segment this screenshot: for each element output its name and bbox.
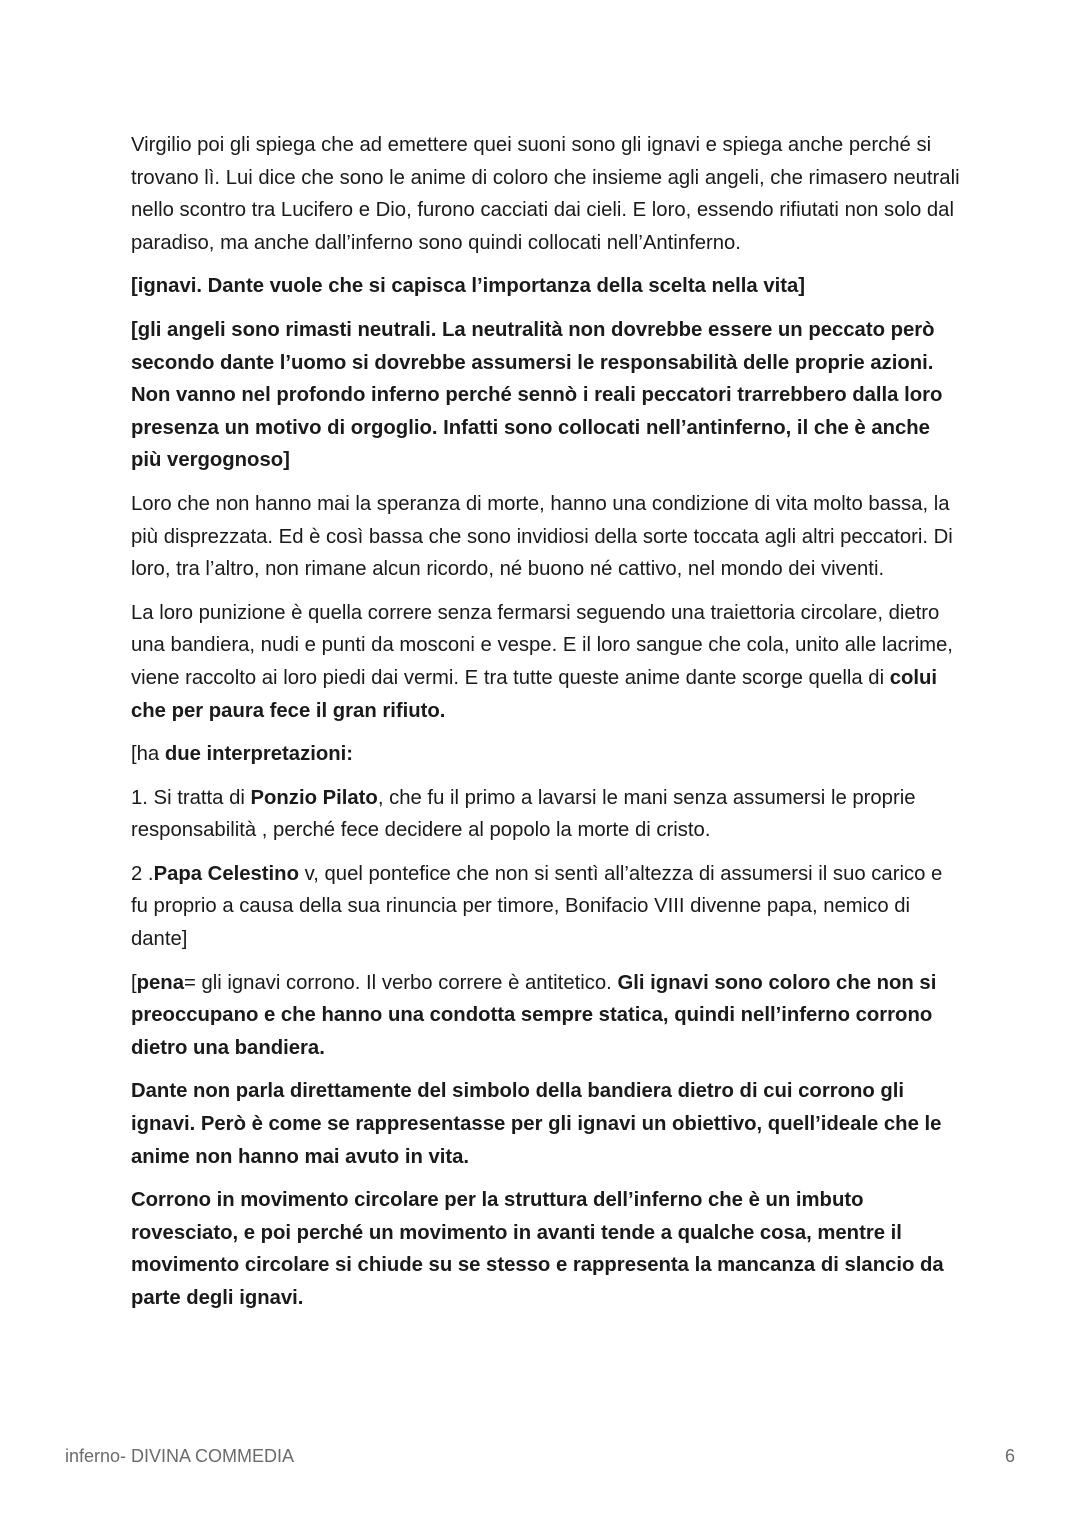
text-span: [ignavi. Dante vuole che si capisca l’importanza della scelta nella vita]: [131, 275, 806, 298]
text-span: , che fu il primo a lavarsi le mani senza assumersi le proprie responsabilità , perché fece decidere al popolo la morte di cristo.: [131, 786, 916, 842]
paragraph-3: [131, 314, 961, 477]
text-span-bold: Gli ignavi sono coloro che non si preoccupano e che hanno una condotta sempre statica, quindi nell’inferno corrono dietro una bandiera.: [131, 971, 937, 1059]
text-span: Loro che non hanno mai la speranza di morte, hanno una condizione di vita molto bassa, la più disprezzata. Ed è così bassa che sono invidiosi della sorte toccata agli altri peccatori. Di loro, tra l’altro, non rimane alcun ricordo, né buono né cattivo, nel mondo dei viventi.: [131, 492, 953, 581]
paragraph-8: [131, 858, 961, 956]
footer-title: inferno- DIVINA COMMEDIA: [65, 1446, 295, 1466]
paragraph-11: [131, 1184, 961, 1314]
text-span: 2 .: [131, 862, 154, 885]
text-span: Dante non parla direttamente del simbolo della bandiera dietro di cui corrono gli ignavi. Però è come se rappresentasse per gli ignavi un obiettivo, quell’ideale che le anime non hanno mai avuto in vita.: [131, 1080, 942, 1168]
text-span: v, quel pontefice che non si sentì all’altezza di assumersi il suo carico e fu proprio a causa della sua rinuncia per timore, Bonifacio VIII divenne papa, nemico di dante]: [131, 862, 943, 951]
page-number: 6: [1004, 1446, 1015, 1466]
paragraph-5: [131, 597, 961, 727]
paragraph-2: [131, 270, 961, 303]
text-span-bold: pena: [136, 971, 184, 994]
paragraph-10: [131, 1075, 961, 1173]
paragraph-1: [131, 129, 961, 259]
text-span: La loro punizione è quella correre senza fermarsi seguendo una traiettoria circolare, dietro una bandiera, nudi e punti da mosconi e vespe. E il loro sangue che cola, unito alle lacrime, viene raccolto ai loro piedi dai vermi. E tra tutte queste anime dante scorge quella di: [131, 601, 953, 689]
text-span: [gli angeli sono rimasti neutrali. La neutralità non dovrebbe essere un peccato però secondo dante l’uomo si dovrebbe assumersi le responsabilità delle proprie azioni. Non vanno nel profondo inferno perché sennò i reali peccatori trarrebbero dalla loro presenza un motivo di orgoglio. Infatti sono collocati nell’antinferno, il che è anche più vergognoso]: [131, 318, 943, 472]
paragraph-9: [131, 967, 961, 1065]
text-span: = gli ignavi corrono. Il verbo correre è antitetico.: [183, 971, 618, 994]
text-span: [ha: [131, 743, 165, 766]
paragraph-6: [131, 738, 961, 771]
text-span-bold: colui che per paura fece il gran rifiuto.: [131, 666, 938, 722]
text-span: 1. Si tratta di: [131, 786, 251, 809]
text-span: Virgilio poi gli spiega che ad emettere quei suoni sono gli ignavi e spiega anche perché si trovano lì. Lui dice che sono le anime di coloro che insieme agli angeli, che rimasero neutrali nello scontro tra Lucifero e Dio, furono cacciati dai cieli. E loro, essendo rifiutati non solo dal paradiso, ma anche dall’inferno sono quindi collocati nell’Antinferno.: [131, 134, 960, 254]
text-span-bold: Ponzio Pilato: [250, 786, 378, 809]
text-span-bold: due interpretazioni:: [164, 743, 354, 766]
text-span: [: [131, 971, 137, 994]
document-body: [131, 129, 961, 1326]
paragraph-7: [131, 782, 961, 847]
page-footer: [65, 1446, 1015, 1472]
text-span: Corrono in movimento circolare per la struttura dell’inferno che è un imbuto rovesciato, e poi perché un movimento in avanti tende a qualche cosa, mentre il movimento circolare si chiude su se stesso e rappresenta la mancanza di slancio da parte degli ignavi.: [131, 1189, 944, 1309]
paragraph-4: [131, 488, 961, 586]
text-span-bold: Papa Celestino: [153, 862, 299, 885]
